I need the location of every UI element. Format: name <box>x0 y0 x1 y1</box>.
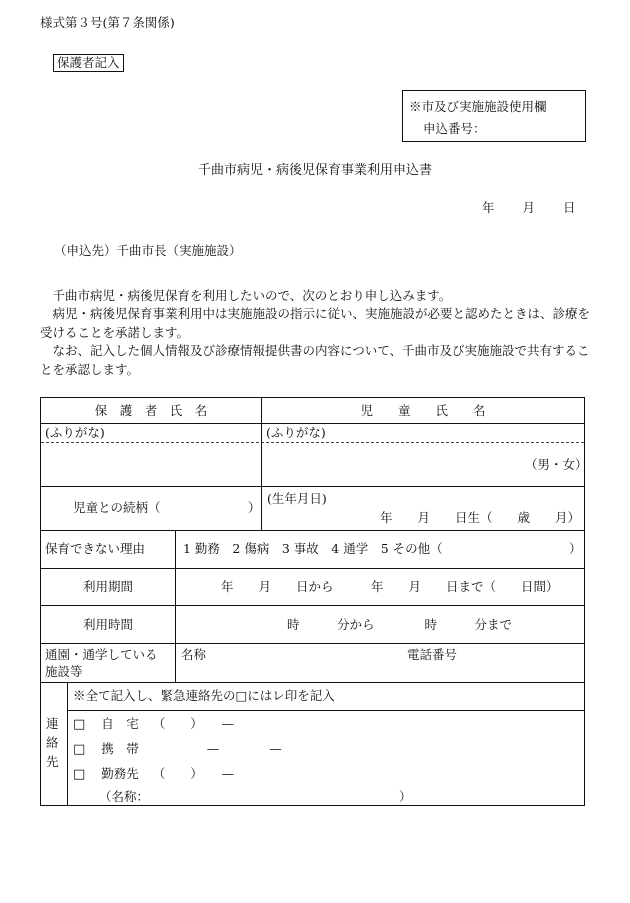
period-fields[interactable]: 年 月 日から 年 月 日まで（ 日間） <box>221 579 559 594</box>
workplace-name-close: ） <box>399 789 412 804</box>
child-furigana-label: (ふりがな) <box>266 425 326 440</box>
workplace-name-field[interactable]: （名称： <box>99 789 150 804</box>
mobile-checkbox[interactable]: □ <box>73 742 86 757</box>
school-name-label: 名称 <box>181 647 207 662</box>
gender-selector[interactable]: （男・女） <box>525 457 588 472</box>
time-fields[interactable]: 時 分から 時 分まで <box>287 617 513 632</box>
paragraph-2: 病児・病後児保育事業利用中は実施施設の指示に従い、実施施設が必要と認めたときは、診療を受けることを承諾します。 <box>40 306 591 340</box>
guardian-name-field[interactable] <box>43 444 259 484</box>
mobile-phone-field[interactable]: — — <box>206 741 282 756</box>
contact-row-work <box>73 766 234 783</box>
work-label: 勤務先 <box>101 766 139 781</box>
contact-label-char-2: 絡 <box>46 735 59 750</box>
date-line <box>482 200 576 216</box>
home-checkbox[interactable]: □ <box>73 717 86 732</box>
period-label: 利用期間 <box>82 579 133 594</box>
guardian-entry-label: 保護者記入 <box>53 54 124 72</box>
guardian-furigana-label: (ふりがな) <box>45 425 105 440</box>
time-label: 利用時間 <box>82 617 133 632</box>
paragraph-3: なお、記入した個人情報及び診療情報提供書の内容について、千曲市及び実施施設で共有することを承認します。 <box>40 343 590 377</box>
office-use-label: ※市及び実施施設使用欄 <box>409 99 547 114</box>
contact-row-mobile <box>73 741 282 758</box>
reason-label: 保育できない理由 <box>45 541 146 556</box>
guardian-name-header: 保 護 者 氏 名 <box>94 403 208 418</box>
birthdate-fields[interactable]: 年 月 日生（ 歳 月） <box>380 510 581 525</box>
work-checkbox[interactable]: □ <box>73 767 86 782</box>
mobile-label: 携 帯 <box>101 741 139 756</box>
addressee: （申込先）千曲市長（実施施設） <box>54 243 242 258</box>
home-phone-field[interactable]: （ ） — <box>152 716 235 731</box>
contact-row-home <box>73 716 234 733</box>
relationship-field[interactable]: 児童との続柄（ ） <box>73 500 261 515</box>
phone-label: 電話番号 <box>407 647 458 662</box>
contact-label-char-3: 先 <box>46 754 59 769</box>
application-table <box>40 397 588 806</box>
contact-label-char-1: 連 <box>46 716 59 731</box>
school-label-line1: 通園・通学している <box>45 647 158 662</box>
document-title: 千曲市病児・病後児保育事業利用申込書 <box>197 163 432 178</box>
office-use-box <box>402 90 586 142</box>
paragraph-1: 千曲市病児・病後児保育を利用したいので、次のとおり申し込みます。 <box>40 288 452 303</box>
reason-options[interactable]: 1 勤務 2 傷病 3 事故 4 通学 5 その他（ <box>183 541 443 556</box>
reason-close: ） <box>569 541 582 556</box>
date-year: 年 <box>482 200 495 215</box>
date-month: 月 <box>522 200 536 215</box>
school-label-line2: 施設等 <box>45 664 83 679</box>
application-number-label: 申込番号： <box>423 121 486 136</box>
home-label: 自 宅 <box>101 716 139 731</box>
child-name-header: 児 童 氏 名 <box>360 403 486 418</box>
date-day: 日 <box>563 200 576 215</box>
contact-instruction: ※全て記入し、緊急連絡先の□にはレ印を記入 <box>73 688 335 703</box>
birthdate-label: (生年月日) <box>267 491 327 506</box>
work-phone-field[interactable]: （ ） — <box>152 766 235 781</box>
form-number: 様式第３号(第７条関係) <box>40 15 175 30</box>
